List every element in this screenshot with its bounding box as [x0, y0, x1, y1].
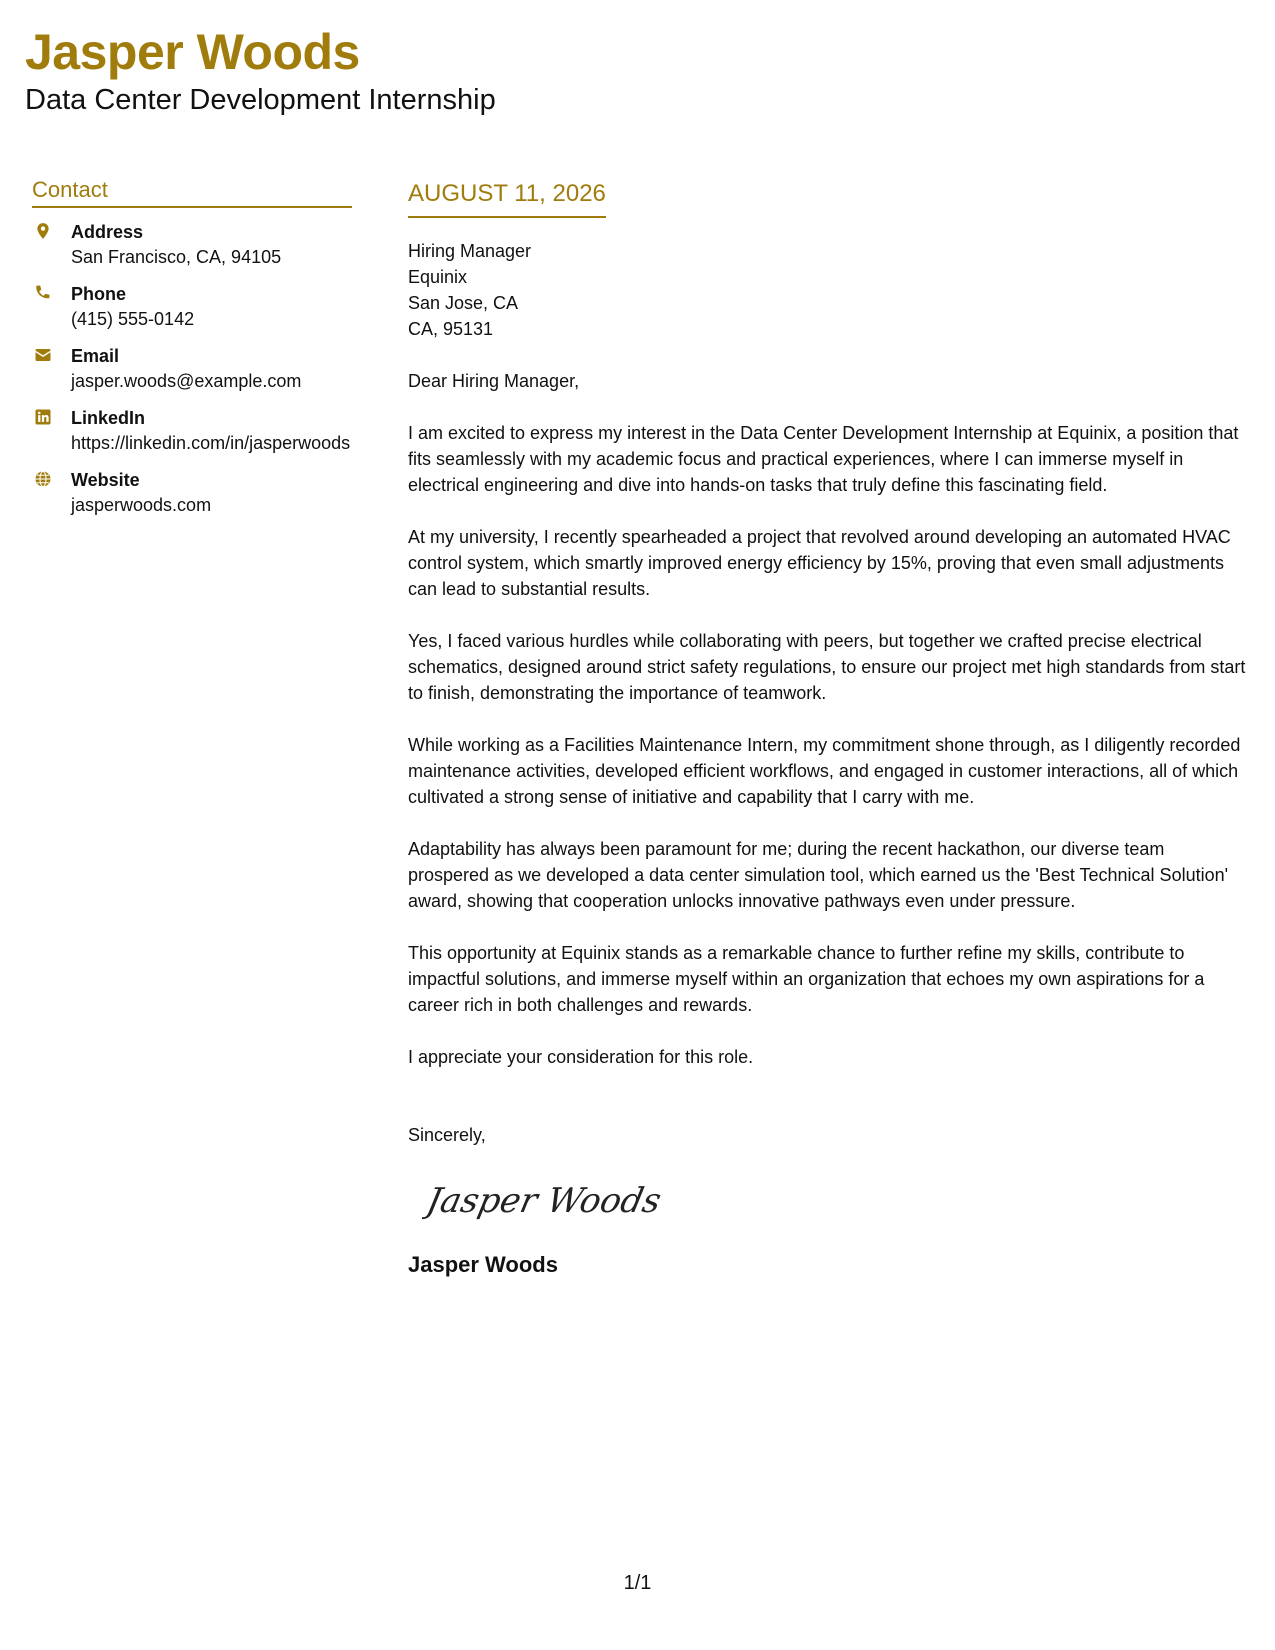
contact-label: LinkedIn — [71, 408, 146, 428]
contact-heading: Contact — [32, 176, 352, 208]
signature-text: Jasper Woods — [423, 1181, 662, 1221]
envelope-icon — [34, 346, 52, 364]
contact-label: Email — [71, 346, 120, 366]
body-paragraph: This opportunity at Equinix stands as a remarkable chance to further refine my skills, contribute to impactful solutions, and immerse myself within an organization that echoes my own aspirations for a career rich in both challenges and rewards. — [408, 943, 1205, 1015]
body-paragraph: I appreciate your consideration for this role. — [408, 1047, 754, 1067]
closing: Sincerely, — [408, 1125, 486, 1145]
contact-label: Website — [71, 470, 140, 490]
handwritten-signature — [422, 1170, 662, 1230]
letter-body — [408, 178, 1250, 1279]
contact-value[interactable]: https://linkedin.com/in/jasperwoods — [71, 433, 351, 453]
contact-label: Address — [71, 222, 144, 242]
contact-value: San Francisco, CA, 94105 — [71, 247, 282, 267]
body-paragraph: Yes, I faced various hurdles while collaborating with peers, but together we crafted precise electrical schematics, designed around strict safety regulations, to ensure our project met high standards from start to finish, demonstrating the importance of teamwork. — [408, 631, 1246, 703]
map-pin-icon — [34, 222, 52, 240]
contact-sidebar — [32, 176, 352, 530]
position-title: Data Center Development Internship — [25, 84, 496, 116]
body-paragraph: Adaptability has always been paramount for me; during the recent hackathon, our diverse team prospered as we developed a data center simulation tool, which earned us the 'Best Technical Solution' award, showing that cooperation unlocks innovative pathways even under pressure. — [408, 839, 1229, 911]
contact-value: jasper.woods@example.com — [71, 371, 302, 391]
recipient-block — [408, 238, 1250, 342]
page-number: 1/1 — [623, 1572, 652, 1594]
contact-email — [32, 344, 352, 394]
salutation: Dear Hiring Manager, — [408, 371, 580, 391]
recipient-line: Hiring Manager — [408, 241, 532, 261]
signer-name: Jasper Woods — [408, 1252, 558, 1277]
contact-address — [32, 220, 352, 270]
body-paragraph: While working as a Facilities Maintenance Intern, my commitment shone through, as I diligently recorded maintenance activities, developed efficient workflows, and engaged in customer interactions, all of which cultivated a strong sense of initiative and capability that I carry with me. — [408, 735, 1241, 807]
applicant-name: Jasper Woods — [25, 24, 360, 80]
contact-value: (415) 555-0142 — [71, 309, 195, 329]
linkedin-icon — [34, 408, 52, 426]
contact-linkedin — [32, 406, 352, 456]
recipient-line: CA, 95131 — [408, 319, 494, 339]
letter-date: AUGUST 11, 2026 — [408, 178, 606, 218]
globe-icon — [34, 470, 52, 488]
contact-value[interactable]: jasperwoods.com — [71, 495, 212, 515]
recipient-line: San Jose, CA — [408, 293, 519, 313]
contact-website — [32, 468, 352, 518]
body-paragraph: At my university, I recently spearheaded a project that revolved around developing an automated HVAC control system, which smartly improved energy efficiency by 15%, proving that even small adjustments can lead to substantial results. — [408, 527, 1231, 599]
contact-label: Phone — [71, 284, 127, 304]
phone-icon — [34, 284, 52, 302]
contact-phone — [32, 282, 352, 332]
recipient-line: Equinix — [408, 267, 468, 287]
body-paragraph: I am excited to express my interest in the Data Center Development Internship at Equinix, a position that fits seamlessly with my academic focus and practical experiences, where I can immerse myself in electrical engineering and dive into hands-on tasks that truly define this fascinating field. — [408, 423, 1239, 495]
